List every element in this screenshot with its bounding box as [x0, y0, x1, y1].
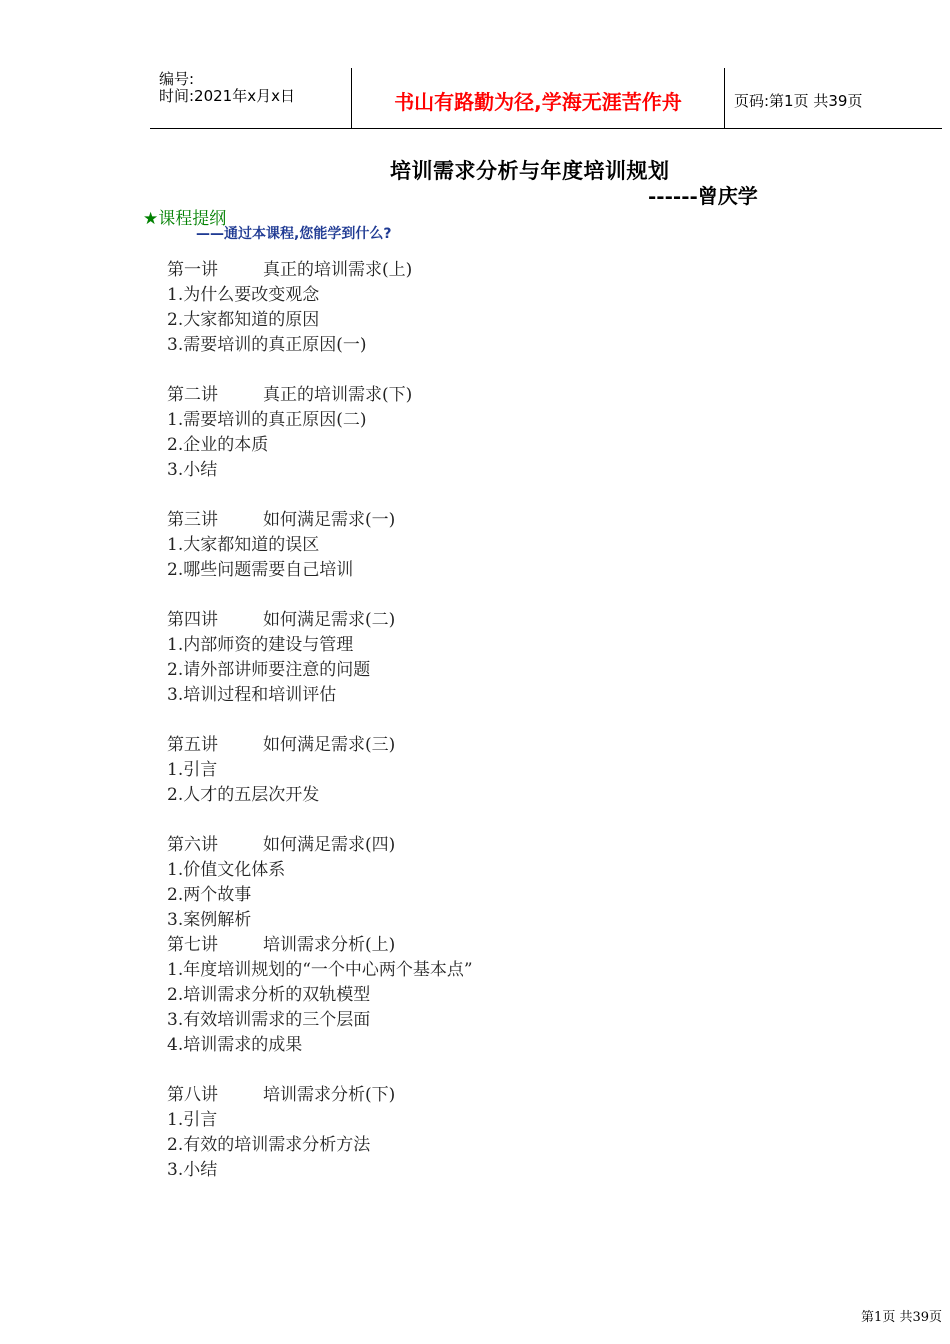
- lecture-block: [167, 933, 867, 1058]
- lecture-block: [167, 508, 867, 583]
- lecture-item: 1.引言: [167, 760, 218, 780]
- lecture-block: [167, 608, 867, 708]
- lecture-number: 第一讲: [167, 260, 218, 280]
- lecture-number: 第二讲: [167, 385, 218, 405]
- lecture-item: 4.培训需求的成果: [167, 1035, 303, 1055]
- page-header: [150, 68, 942, 129]
- lecture-item: 1.引言: [167, 1110, 218, 1130]
- lecture-title: 如何满足需求(二): [263, 610, 396, 630]
- lecture-item: 2.有效的培训需求分析方法: [167, 1135, 371, 1155]
- lecture-list: [167, 258, 867, 1208]
- lecture-item: 1.需要培训的真正原因(二): [167, 410, 367, 430]
- lecture-number: 第四讲: [167, 610, 218, 630]
- outline-subheading: ——通过本课程,您能学到什么?: [196, 226, 392, 242]
- lecture-title: 真正的培训需求(下): [263, 385, 413, 405]
- lecture-heading: [167, 258, 867, 283]
- document-title: 培训需求分析与年度培训规划: [390, 158, 670, 183]
- lecture-heading: [167, 1083, 867, 1108]
- lecture-heading: [167, 608, 867, 633]
- outline-heading: ★课程提纲: [143, 209, 227, 229]
- lecture-item: 3.培训过程和培训评估: [167, 685, 337, 705]
- header-page-info: 页码:第1页 共39页: [734, 91, 863, 110]
- lecture-item: 3.案例解析: [167, 910, 252, 930]
- lecture-item: 3.小结: [167, 460, 218, 480]
- lecture-item: 3.有效培训需求的三个层面: [167, 1010, 371, 1030]
- lecture-item: 1.内部师资的建设与管理: [167, 635, 354, 655]
- document-author: ------曾庆学: [648, 184, 758, 208]
- lecture-heading: [167, 933, 867, 958]
- lecture-item: 2.企业的本质: [167, 435, 269, 455]
- lecture-item: 1.价值文化体系: [167, 860, 286, 880]
- time-label: 时间:2021年x月x日: [159, 87, 295, 105]
- lecture-number: 第五讲: [167, 735, 218, 755]
- lecture-heading: [167, 508, 867, 533]
- lecture-number: 第七讲: [167, 935, 218, 955]
- lecture-title: 真正的培训需求(上): [263, 260, 413, 280]
- lecture-heading: [167, 733, 867, 758]
- lecture-number: 第八讲: [167, 1085, 218, 1105]
- lecture-title: 培训需求分析(下): [263, 1085, 396, 1105]
- lecture-block: [167, 1083, 867, 1183]
- header-meta: [150, 68, 352, 128]
- lecture-title: 如何满足需求(三): [263, 735, 396, 755]
- lecture-item: 1.为什么要改变观念: [167, 285, 320, 305]
- lecture-title: 培训需求分析(上): [263, 935, 396, 955]
- lecture-number: 第三讲: [167, 510, 218, 530]
- lecture-block: [167, 733, 867, 808]
- page-footer: 第1页 共39页: [861, 1310, 942, 1325]
- lecture-item: 2.请外部讲师要注意的问题: [167, 660, 371, 680]
- lecture-item: 2.培训需求分析的双轨模型: [167, 985, 371, 1005]
- lecture-item: 1.大家都知道的误区: [167, 535, 320, 555]
- lecture-title: 如何满足需求(四): [263, 835, 396, 855]
- lecture-item: 1.年度培训规划的“一个中心两个基本点”: [167, 960, 473, 980]
- lecture-item: 3.小结: [167, 1160, 218, 1180]
- lecture-block: [167, 833, 867, 933]
- lecture-heading: [167, 833, 867, 858]
- lecture-item: 2.人才的五层次开发: [167, 785, 320, 805]
- lecture-number: 第六讲: [167, 835, 218, 855]
- lecture-item: 3.需要培训的真正原因(一): [167, 335, 367, 355]
- lecture-block: [167, 383, 867, 483]
- lecture-heading: [167, 383, 867, 408]
- header-motto: 书山有路勤为径,学海无涯苦作舟: [352, 68, 725, 128]
- lecture-block: [167, 258, 867, 358]
- lecture-title: 如何满足需求(一): [263, 510, 396, 530]
- lecture-item: 2.哪些问题需要自己培训: [167, 560, 354, 580]
- lecture-item: 2.大家都知道的原因: [167, 310, 320, 330]
- number-label: 编号:: [159, 70, 195, 88]
- lecture-item: 2.两个故事: [167, 885, 252, 905]
